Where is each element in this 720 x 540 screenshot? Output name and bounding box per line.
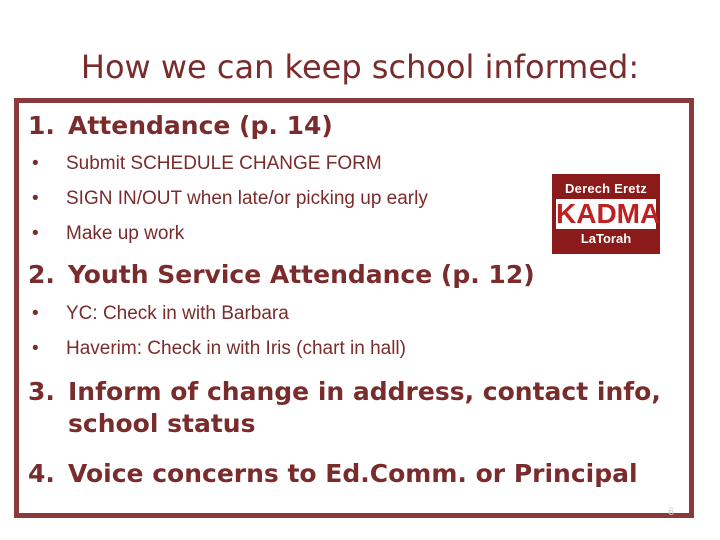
section-heading-text: Inform of change in address, contact info, school status bbox=[68, 377, 661, 438]
section-1-heading bbox=[28, 110, 333, 142]
section-heading-text: Voice concerns to Ed.Comm. or Principal bbox=[68, 459, 638, 488]
section-number: 3. bbox=[28, 377, 55, 406]
bullet-icon: • bbox=[32, 153, 39, 174]
section-3-heading bbox=[28, 376, 668, 440]
list-item bbox=[32, 152, 382, 176]
section-heading-text: Youth Service Attendance (p. 12) bbox=[68, 260, 535, 289]
section-number: 4. bbox=[28, 459, 55, 488]
bullet-icon: • bbox=[32, 223, 39, 244]
slide-title: How we can keep school informed: bbox=[80, 48, 640, 86]
logo-line-1: Derech Eretz bbox=[565, 181, 647, 196]
bullet-icon: • bbox=[32, 338, 39, 359]
section-4-heading bbox=[28, 458, 638, 490]
bullet-icon: • bbox=[32, 303, 39, 324]
list-item-text: Make up work bbox=[66, 223, 185, 244]
section-number: 1. bbox=[28, 111, 55, 140]
section-heading-text: Attendance (p. 14) bbox=[68, 111, 333, 140]
list-item-text: Haverim: Check in with Iris (chart in hall) bbox=[66, 338, 406, 359]
list-item bbox=[32, 222, 184, 246]
list-item bbox=[32, 337, 406, 361]
logo-line-2: KADMA bbox=[556, 198, 661, 229]
list-item-text: SIGN IN/OUT when late/or picking up early bbox=[66, 188, 428, 209]
list-item bbox=[32, 187, 428, 211]
bullet-icon: • bbox=[32, 188, 39, 209]
list-item-text: Submit SCHEDULE CHANGE FORM bbox=[66, 153, 382, 174]
kadma-logo bbox=[552, 174, 660, 254]
logo-line-3: LaTorah bbox=[580, 231, 632, 246]
list-item-text: YC: Check in with Barbara bbox=[66, 303, 289, 324]
list-item bbox=[32, 302, 289, 326]
section-2-heading bbox=[28, 259, 535, 291]
section-number: 2. bbox=[28, 260, 55, 289]
page-number: 6 bbox=[668, 506, 675, 518]
